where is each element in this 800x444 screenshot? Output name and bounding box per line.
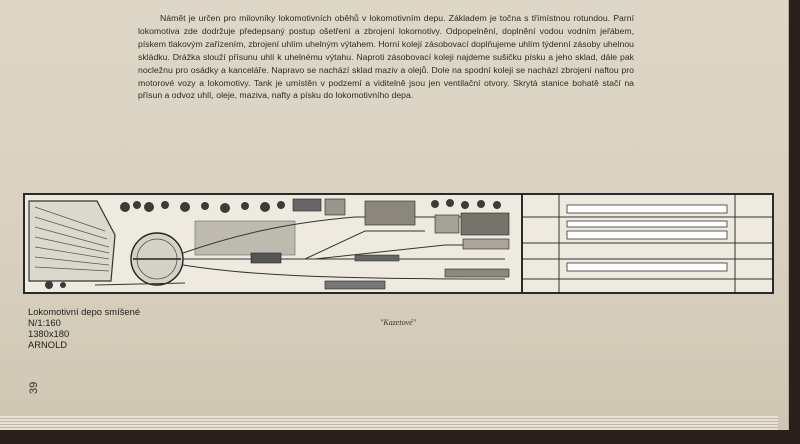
building-depot [461, 213, 509, 235]
caption-maker: ARNOLD [28, 339, 68, 350]
figure-caption [28, 306, 140, 350]
cassette-station-drawing [521, 193, 774, 294]
caption-size: 1380x180 [28, 328, 70, 339]
caption-scale: N/1:160 [28, 317, 61, 328]
grass-area [195, 221, 295, 255]
caption-title: Lokomotivní depo smíšené [28, 306, 141, 317]
building-shed [293, 199, 321, 211]
layout-plan-drawing [23, 193, 523, 294]
locomotive [251, 253, 281, 263]
page-edges [0, 416, 778, 430]
description-paragraph: Námět je určen pro milovníky lokomotivních oběhů v lokomotivním depu. Základem je točna s třímístnou rotundou. Parní lokomotiva zde dodržuje předepsaný postup ošetření a zbrojení lokomotivy. Odpopelnění, doplnění vodou vodním jeřábem, pískem tlakovým zařízením, zbrojení uhlím uhelným výtahem. Horní kolejí zásobovací doplňujeme uhlím týdenní zásoby uhelnou skládku. Drážka slouží přísunu uhlí k uhelnému výtahu. Naproti zásobovací koleji najdeme sušičku písku a jeho sklad, dále pak nocležnu pro osádky a kanceláře. Napravo se nachází sklad maziv a olejů. Dole na spodní koleji se nachází zbrojení naftou pro motorové vozy a lokomotivy. Tank je umístěn v podzemí a viditelně jsou jen ventilační otvory. Skrytá stanice bohatě stačí na přísun a odvoz uhlí, oleje, maziva, nafty a písku do lokomotivního depa. [138, 13, 634, 101]
page-number: 39 [28, 381, 40, 394]
cassette-svg [523, 195, 772, 292]
cassette-label: "Kazetové" [380, 318, 417, 327]
building-warehouse [365, 201, 415, 225]
track-plan-svg [25, 195, 521, 292]
